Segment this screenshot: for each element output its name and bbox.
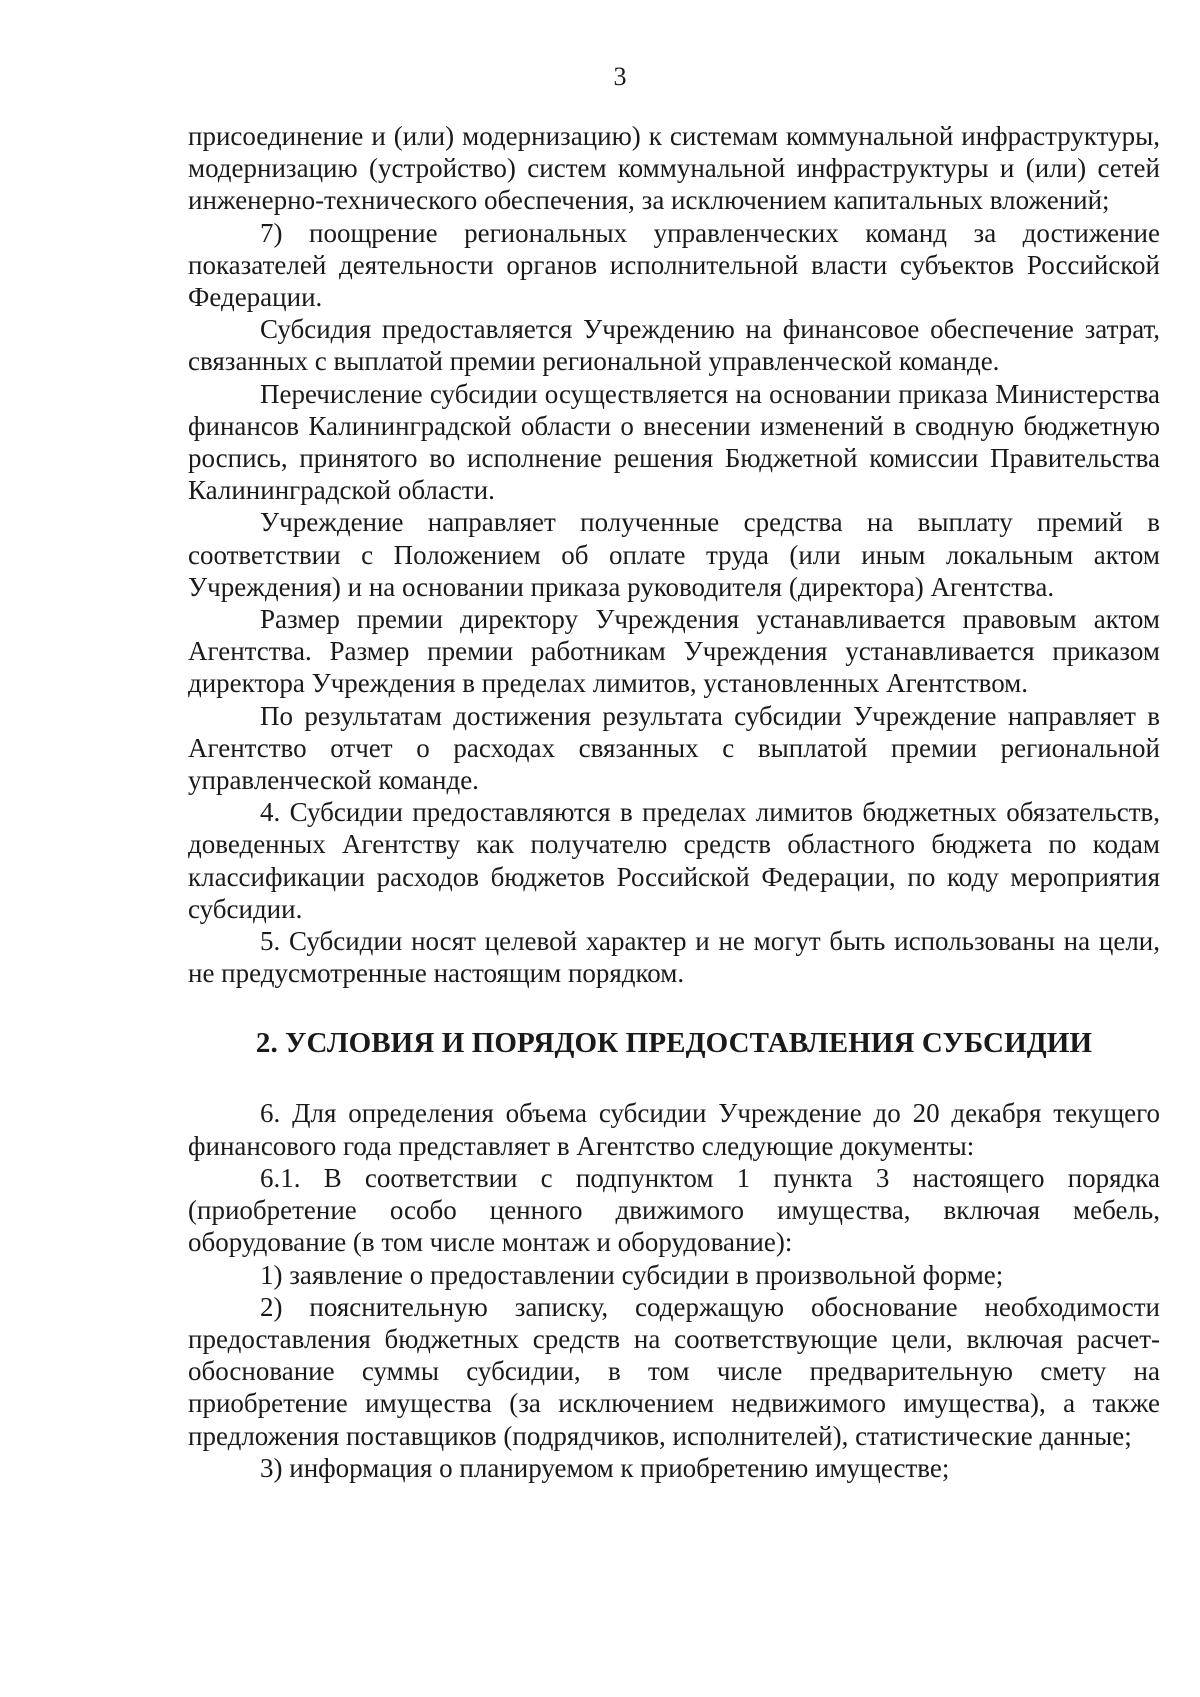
paragraph-report: По результатам достижения результата субсидии Учреждение направляет в Агентство отчет о расходах связанных с выплатой премии региональной управленческой команде. xyxy=(188,700,1160,796)
section-heading: 2. УСЛОВИЯ И ПОРЯДОК ПРЕДОСТАВЛЕНИЯ СУБСИДИИ xyxy=(255,1027,1093,1060)
paragraph-continuation: присоединение и (или) модернизацию) к системам коммунальной инфраструктуры, модернизацию (устройство) систем коммунальной инфраструктуры и (или) сетей инженерно-технического обеспечения, за исключением капитальных вложений; xyxy=(188,121,1160,216)
paragraph-item-6: 6. Для определения объема субсидии Учреждение до 20 декабря текущего финансового года представляет в Агентство следующие документы: xyxy=(188,1098,1160,1161)
paragraph-item-6-1: 6.1. В соответствии с подпунктом 1 пункта 3 настоящего порядка (приобретение особо ценного движимого имущества, включая мебель, оборудование (в том числе монтаж и оборудование): xyxy=(188,1162,1160,1258)
paragraph-subsidy-purpose: Субсидия предоставляется Учреждению на финансовое обеспечение затрат, связанных с выплатой премии региональной управленческой команде. xyxy=(188,314,1160,377)
paragraph-funds-use: Учреждение направляет полученные средства на выплату премий в соответствии с Положением об оплате труда (или иным локальным актом Учреждения) и на основании приказа руководителя (директора) Агентства. xyxy=(188,507,1160,602)
paragraph-subsidy-transfer: Перечисление субсидии осуществляется на основании приказа Министерства финансов Калининградской области о внесении изменений в сводную бюджетную роспись, принятого во исполнение решения Бюджетной комиссии Правительства Калининградской области. xyxy=(188,378,1160,506)
paragraph-bonus-size: Размер премии директору Учреждения устанавливается правовым актом Агентства. Размер премии работникам Учреждения устанавливается приказом директора Учреждения в пределах лимитов, установленных Агентством. xyxy=(188,604,1160,699)
paragraph-subitem-1: 1) заявление о предоставлении субсидии в произвольной форме; xyxy=(260,1259,1004,1290)
document-body xyxy=(188,120,1160,1484)
page-number: 3 xyxy=(613,62,627,91)
paragraph-item-4: 4. Субсидии предоставляются в пределах лимитов бюджетных обязательств, доведенных Агентству как получателю средств областного бюджета по кодам классификации расходов бюджетов Российской Федерации, по коду мероприятия субсидии. xyxy=(188,797,1160,924)
paragraph-item-7: 7) поощрение региональных управленческих команд за достижение показателей деятельности органов исполнительной власти субъектов Российской Федерации. xyxy=(188,217,1160,313)
paragraph-subitem-3: 3) информация о планируемом к приобретению имуществе; xyxy=(260,1452,950,1483)
paragraph-subitem-2: 2) пояснительную записку, содержащую обоснование необходимости предоставления бюджетных средств на соответствующие цели, включая расчет-обоснование суммы субсидии, в том числе предварительную смету на приобретение имущества (за исключением недвижимого имущества), а также предложения поставщиков (подрядчиков, исполнителей), статистические данные; xyxy=(188,1291,1160,1451)
paragraph-item-5: 5. Субсидии носят целевой характер и не могут быть использованы на цели, не предусмотренные настоящим порядком. xyxy=(188,926,1160,989)
